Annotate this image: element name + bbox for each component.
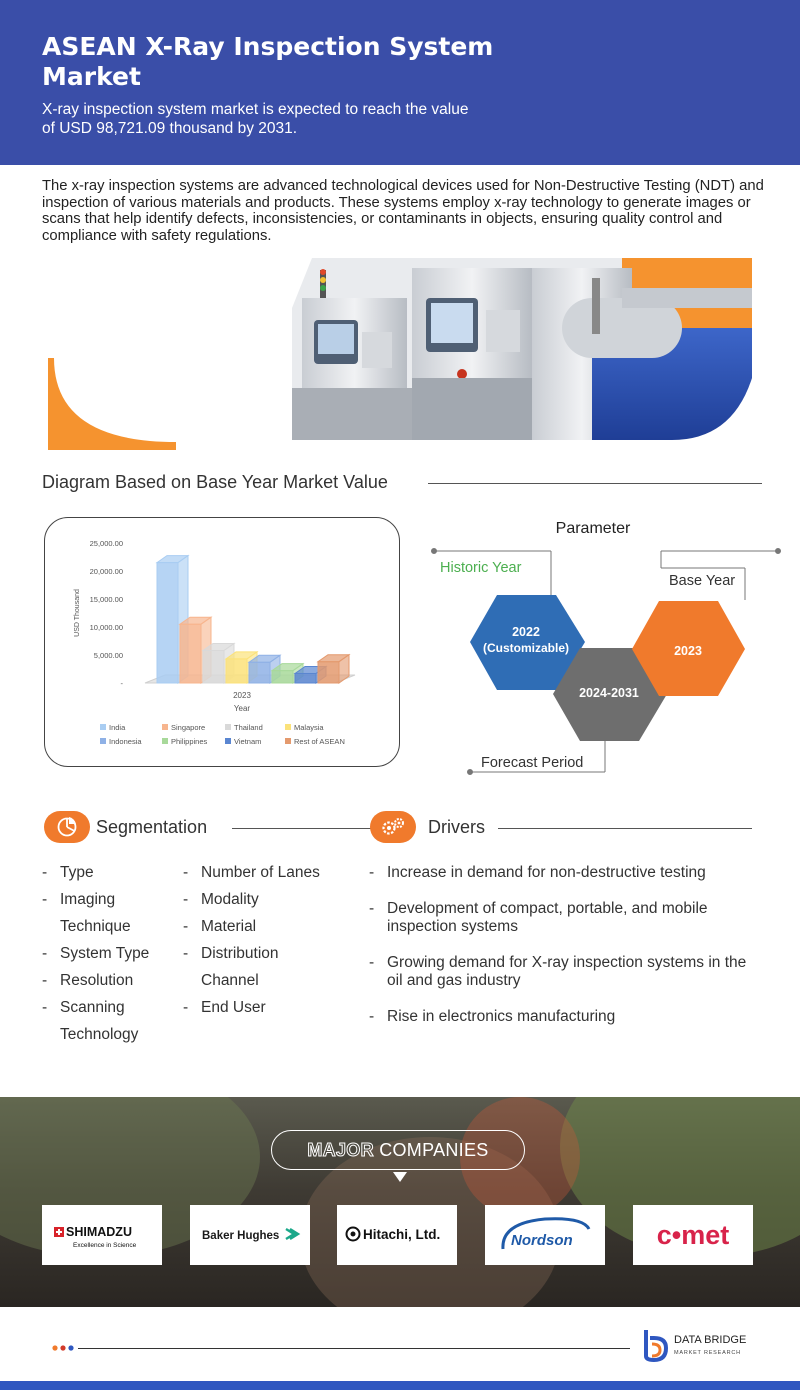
shimadzu-logo xyxy=(42,1205,162,1265)
companies-band xyxy=(0,1097,800,1307)
segmentation-heading-line xyxy=(232,828,372,829)
shimadzu-text: SHIMADZU xyxy=(66,1225,132,1239)
nordson-text: Nordson xyxy=(511,1232,573,1249)
legend-swatch xyxy=(162,738,168,744)
market-value-chart-card xyxy=(44,517,400,767)
nordson-logo-mark xyxy=(485,1205,605,1265)
shimadzu-tagline: Excellence in Science xyxy=(73,1242,137,1249)
baker-hughes-logo-mark xyxy=(190,1205,310,1265)
bottom-accent-bar xyxy=(0,1381,800,1390)
bar-philippines xyxy=(272,671,293,683)
y-axis-label: USD Thousand xyxy=(74,589,81,637)
drivers-heading-line xyxy=(498,828,752,829)
bar-indonesia xyxy=(249,662,270,683)
gears-icon xyxy=(370,811,416,843)
hitachi-text: Hitachi, Ltd. xyxy=(363,1227,441,1242)
comet-text: c•met xyxy=(656,1220,730,1250)
y-tick-label: 20,000.00 xyxy=(89,567,123,576)
page-title: ASEAN X-Ray Inspection System Market xyxy=(42,32,494,91)
list-item: - Increase in demand for non-destructive testing xyxy=(369,864,759,882)
y-tick-label: 15,000.00 xyxy=(89,595,123,604)
intro-paragraph: The x-ray inspection systems are advanced technological devices used for Non-Destructive Testing (NDT) and inspection of various materials and products. These systems employ x-ray technology to generate images or scans that help identify defects, inconsistencies, or contaminants in objects, ensuring quality control and compliance with safety regulations. xyxy=(42,178,764,244)
legend-label: Indonesia xyxy=(109,737,142,746)
page-subtitle: X-ray inspection system market is expected to reach the value of USD 98,721.09 thousand by 2031. xyxy=(42,101,469,137)
drivers-heading: Drivers xyxy=(428,817,485,837)
list-item: - Resolution xyxy=(42,967,182,994)
y-tick-label: 25,000.00 xyxy=(89,539,123,548)
pointer-triangle-icon xyxy=(393,1172,407,1182)
brand-tagline: MARKET RESEARCH xyxy=(674,1350,741,1356)
pie-chart-icon xyxy=(44,811,90,843)
forecast-value: 2024-2031 xyxy=(579,686,639,700)
diagram-heading: Diagram Based on Base Year Market Value xyxy=(42,472,388,492)
bar-rest-of-asean xyxy=(318,662,339,683)
list-item: - Imaging xyxy=(42,886,182,913)
list-item: - Growing demand for X-ray inspection systems in the oil and gas industry xyxy=(369,954,759,990)
legend-swatch xyxy=(285,724,291,730)
data-bridge-logo xyxy=(640,1326,770,1362)
diagram-heading-line xyxy=(428,483,762,484)
xray-machine-photo xyxy=(292,258,752,440)
y-tick-label: 10,000.00 xyxy=(89,623,123,632)
decorative-arc-shape xyxy=(48,358,176,450)
list-item: - End User xyxy=(183,994,353,1021)
base-value: 2023 xyxy=(674,644,702,658)
header-banner xyxy=(0,0,800,165)
list-item: - Distribution xyxy=(183,940,353,967)
segmentation-heading: Segmentation xyxy=(96,817,208,837)
comet-logo-mark xyxy=(633,1205,753,1265)
base-year-label: Base Year xyxy=(669,573,736,589)
list-item: Technique xyxy=(60,918,131,935)
bar-singapore xyxy=(180,624,201,683)
companies-word: COMPANIES xyxy=(373,1140,489,1160)
y-tick-label: 5,000.00 xyxy=(93,651,123,660)
parameter-diagram xyxy=(425,510,800,780)
segmentation-list-col2 xyxy=(183,859,353,1021)
x-category-label: 2023 xyxy=(233,691,251,700)
baker-hughes-text: Baker Hughes xyxy=(202,1230,280,1242)
shimadzu-logo-mark xyxy=(42,1205,162,1265)
legend-swatch xyxy=(225,738,231,744)
drivers-badge xyxy=(370,811,416,843)
legend-swatch xyxy=(100,724,106,730)
legend-swatch xyxy=(162,724,168,730)
legend-label: India xyxy=(109,723,126,732)
list-item: - Number of Lanes xyxy=(183,859,353,886)
legend-swatch xyxy=(285,738,291,744)
footer-line xyxy=(78,1348,630,1349)
baker-hughes-logo xyxy=(190,1205,310,1265)
market-value-chart xyxy=(45,518,401,768)
list-item: Technology xyxy=(60,1026,139,1043)
drivers-list xyxy=(369,864,759,1044)
historic-year-label: Historic Year xyxy=(440,560,522,576)
bar-india xyxy=(157,563,178,683)
parameter-title: Parameter xyxy=(555,520,631,537)
list-item: - Rise in electronics manufacturing xyxy=(369,1008,759,1026)
list-item: - Modality xyxy=(183,886,353,913)
bar-thailand xyxy=(203,651,224,683)
list-item: Channel xyxy=(201,972,259,989)
legend-label: Malaysia xyxy=(294,723,324,732)
dots-icon xyxy=(52,1344,76,1352)
segmentation-badge xyxy=(44,811,90,843)
legend-label: Singapore xyxy=(171,723,206,732)
historic-value-note: (Customizable) xyxy=(482,641,570,655)
list-item: - Type xyxy=(42,859,182,886)
hitachi-logo xyxy=(337,1205,457,1265)
legend-label: Vietnam xyxy=(234,737,262,746)
legend-swatch xyxy=(100,738,106,744)
list-item: - Material xyxy=(183,913,353,940)
list-item: - Development of compact, portable, and mobile inspection systems xyxy=(369,900,759,936)
segmentation-list-col1 xyxy=(42,859,182,1048)
x-axis-label: Year xyxy=(233,704,251,713)
nordson-logo xyxy=(485,1205,605,1265)
brand-name: DATA BRIDGE xyxy=(674,1334,747,1346)
hitachi-logo-mark xyxy=(337,1205,457,1265)
forecast-period-label: Forecast Period xyxy=(481,755,584,771)
legend-label: Thailand xyxy=(234,723,263,732)
y-tick-label: - xyxy=(120,679,123,688)
bar-malaysia xyxy=(226,659,247,683)
legend-label: Rest of ASEAN xyxy=(294,737,345,746)
major-companies-heading xyxy=(271,1140,525,1161)
bar-vietnam xyxy=(295,673,316,683)
major-word: MAJOR xyxy=(307,1140,374,1160)
comet-logo xyxy=(633,1205,753,1265)
historic-value: 2022 xyxy=(512,625,540,639)
list-item: - Scanning xyxy=(42,994,182,1021)
legend-label: Philippines xyxy=(171,737,208,746)
list-item: - System Type xyxy=(42,940,182,967)
legend-swatch xyxy=(225,724,231,730)
